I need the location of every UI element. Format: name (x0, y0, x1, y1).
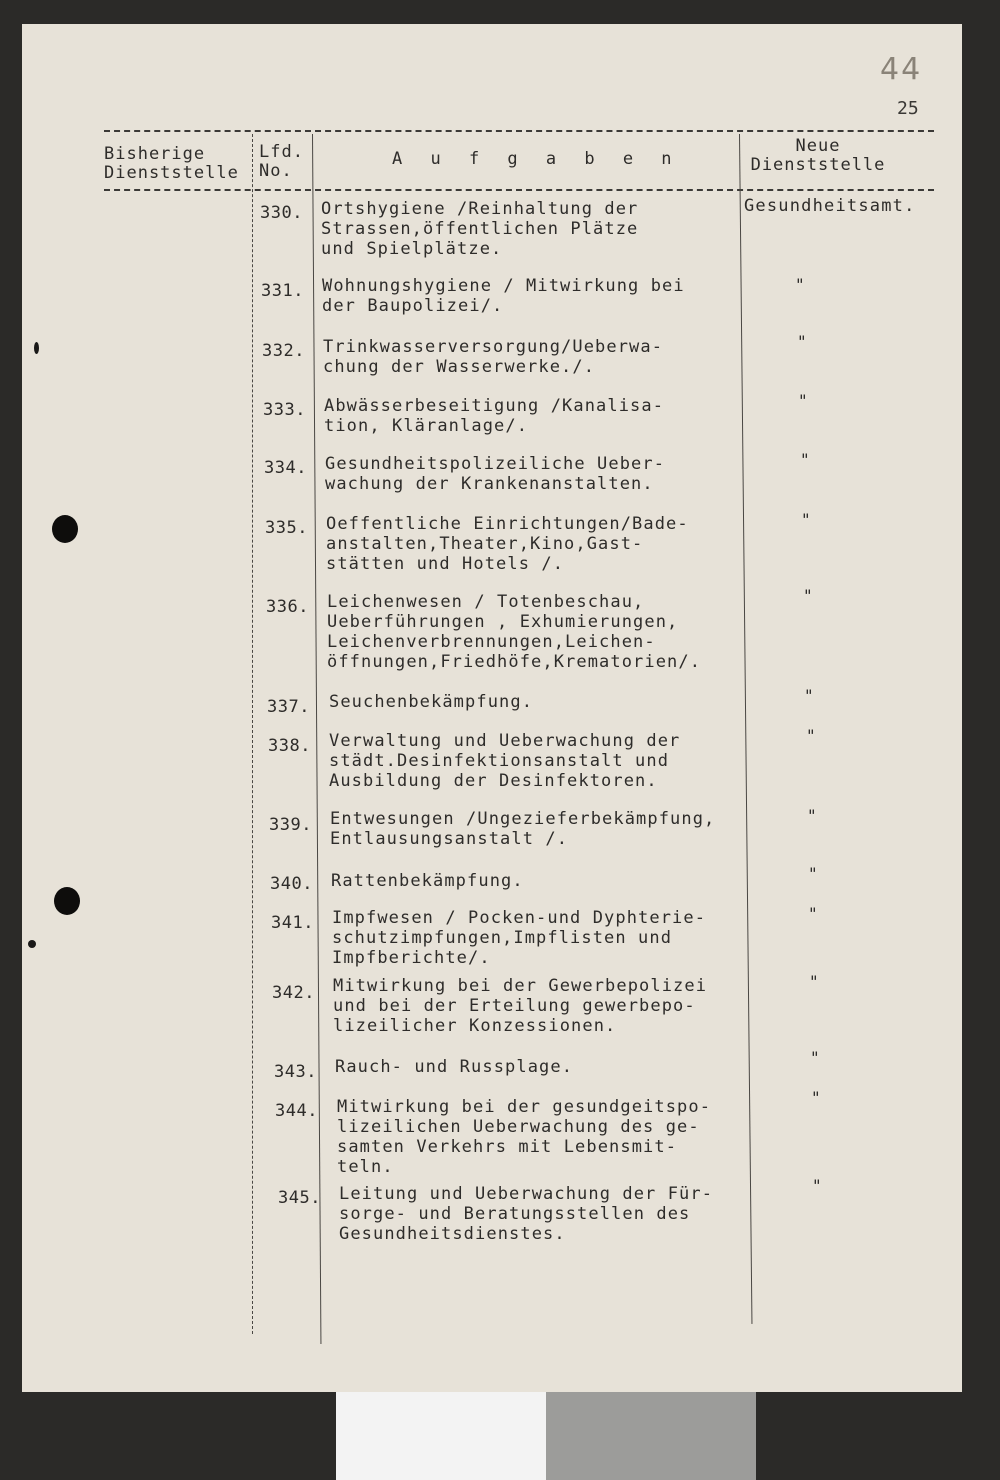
row-task: Verwaltung und Ueberwachung der städt.Desinfektionsanstalt und Ausbildung der Desinfektoren. (329, 731, 681, 791)
row-new-office-ditto: " (797, 332, 807, 351)
row-number: 344. (275, 1101, 318, 1121)
punch-hole-top (52, 515, 78, 543)
row-new-office-ditto: " (795, 275, 805, 294)
row-task: Leitung und Ueberwachung der Für- sorge- und Beratungsstellen des Gesundheitsdienstes. (339, 1184, 714, 1244)
row-task: Seuchenbekämpfung. (329, 692, 534, 712)
row-task: Abwässerbeseitigung /Kanalisa- tion, Kläranlage/. (324, 396, 665, 436)
row-new-office-ditto: " (800, 450, 810, 469)
row-new-office-ditto: " (809, 972, 819, 991)
row-task: Mitwirkung bei der gesundgeitspo- lizeilichen Ueberwachung des ge- samten Verkehrs mit Lebensmit- teln. (337, 1097, 712, 1177)
row-number: 341. (271, 913, 314, 933)
row-number: 332. (262, 341, 305, 361)
calibration-card-grey (546, 1392, 756, 1480)
row-number: 336. (266, 597, 309, 617)
header-previous-office: Bisherige Dienststelle (104, 144, 239, 183)
row-number: 343. (274, 1062, 317, 1082)
ink-speck (34, 342, 39, 354)
row-new-office-ditto: " (803, 586, 813, 605)
row-new-office-ditto: " (812, 1176, 822, 1195)
row-number: 338. (268, 736, 311, 756)
row-new-office-ditto: " (798, 391, 808, 410)
header-bottom-rule (104, 189, 934, 191)
column-divider-1 (252, 134, 253, 1334)
pencil-folio-mark: 44 (880, 52, 923, 87)
row-new-office-ditto: " (808, 864, 818, 883)
row-number: 334. (264, 458, 307, 478)
row-task: Trinkwasserversorgung/Ueberwa- chung der Wasserwerke./. (323, 337, 664, 377)
row-number: 335. (265, 518, 308, 538)
ink-speck (28, 940, 36, 948)
row-new-office-ditto: " (808, 904, 818, 923)
row-new-office-ditto: " (810, 1048, 820, 1067)
page-number: 25 (897, 98, 919, 119)
row-task: Ortshygiene /Reinhaltung der Strassen,öffentlichen Plätze und Spielplätze. (321, 199, 639, 259)
row-new-office: Gesundheitsamt. (744, 196, 916, 216)
row-task: Gesundheitspolizeiliche Ueber- wachung der Krankenanstalten. (325, 454, 666, 494)
punch-hole-bottom (54, 887, 80, 915)
row-number: 337. (267, 697, 310, 717)
row-new-office-ditto: " (811, 1088, 821, 1107)
row-new-office-ditto: " (806, 726, 816, 745)
row-new-office-ditto: " (807, 806, 817, 825)
row-number: 340. (270, 874, 313, 894)
row-number: 333. (263, 400, 306, 420)
calibration-card-white (336, 1392, 546, 1480)
row-new-office-ditto: " (804, 686, 814, 705)
row-number: 339. (269, 815, 312, 835)
row-number: 342. (272, 983, 315, 1003)
row-number: 330. (260, 203, 303, 223)
row-number: 331. (261, 281, 304, 301)
row-task: Leichenwesen / Totenbeschau, Ueberführungen , Exhumierungen, Leichenverbrennungen,Leichen- öffnungen,Friedhöfe,Krematorien/. (327, 592, 702, 672)
row-task: Wohnungshygiene / Mitwirkung bei der Baupolizei/. (322, 276, 685, 316)
header-tasks: A u f g a b e n (392, 149, 681, 169)
row-new-office-ditto: " (801, 510, 811, 529)
header-top-rule (104, 130, 934, 132)
header-serial-number: Lfd. No. (259, 142, 304, 181)
row-task: Rauch- und Russplage. (335, 1057, 574, 1077)
row-task: Rattenbekämpfung. (331, 871, 524, 891)
row-task: Mitwirkung bei der Gewerbepolizei und bei der Erteilung gewerbepo- lizeilicher Konzessionen. (333, 976, 708, 1036)
row-task: Impfwesen / Pocken-und Dyphterie- schutzimpfungen,Impflisten und Impfberichte/. (332, 908, 707, 968)
row-task: Entwesungen /Ungezieferbekämpfung, Entlausungsanstalt /. (330, 809, 716, 849)
header-new-office: Neue Dienststelle (750, 136, 886, 175)
row-number: 345. (278, 1188, 321, 1208)
row-task: Oeffentliche Einrichtungen/Bade- anstalten,Theater,Kino,Gast- stätten und Hotels /. (326, 514, 689, 574)
